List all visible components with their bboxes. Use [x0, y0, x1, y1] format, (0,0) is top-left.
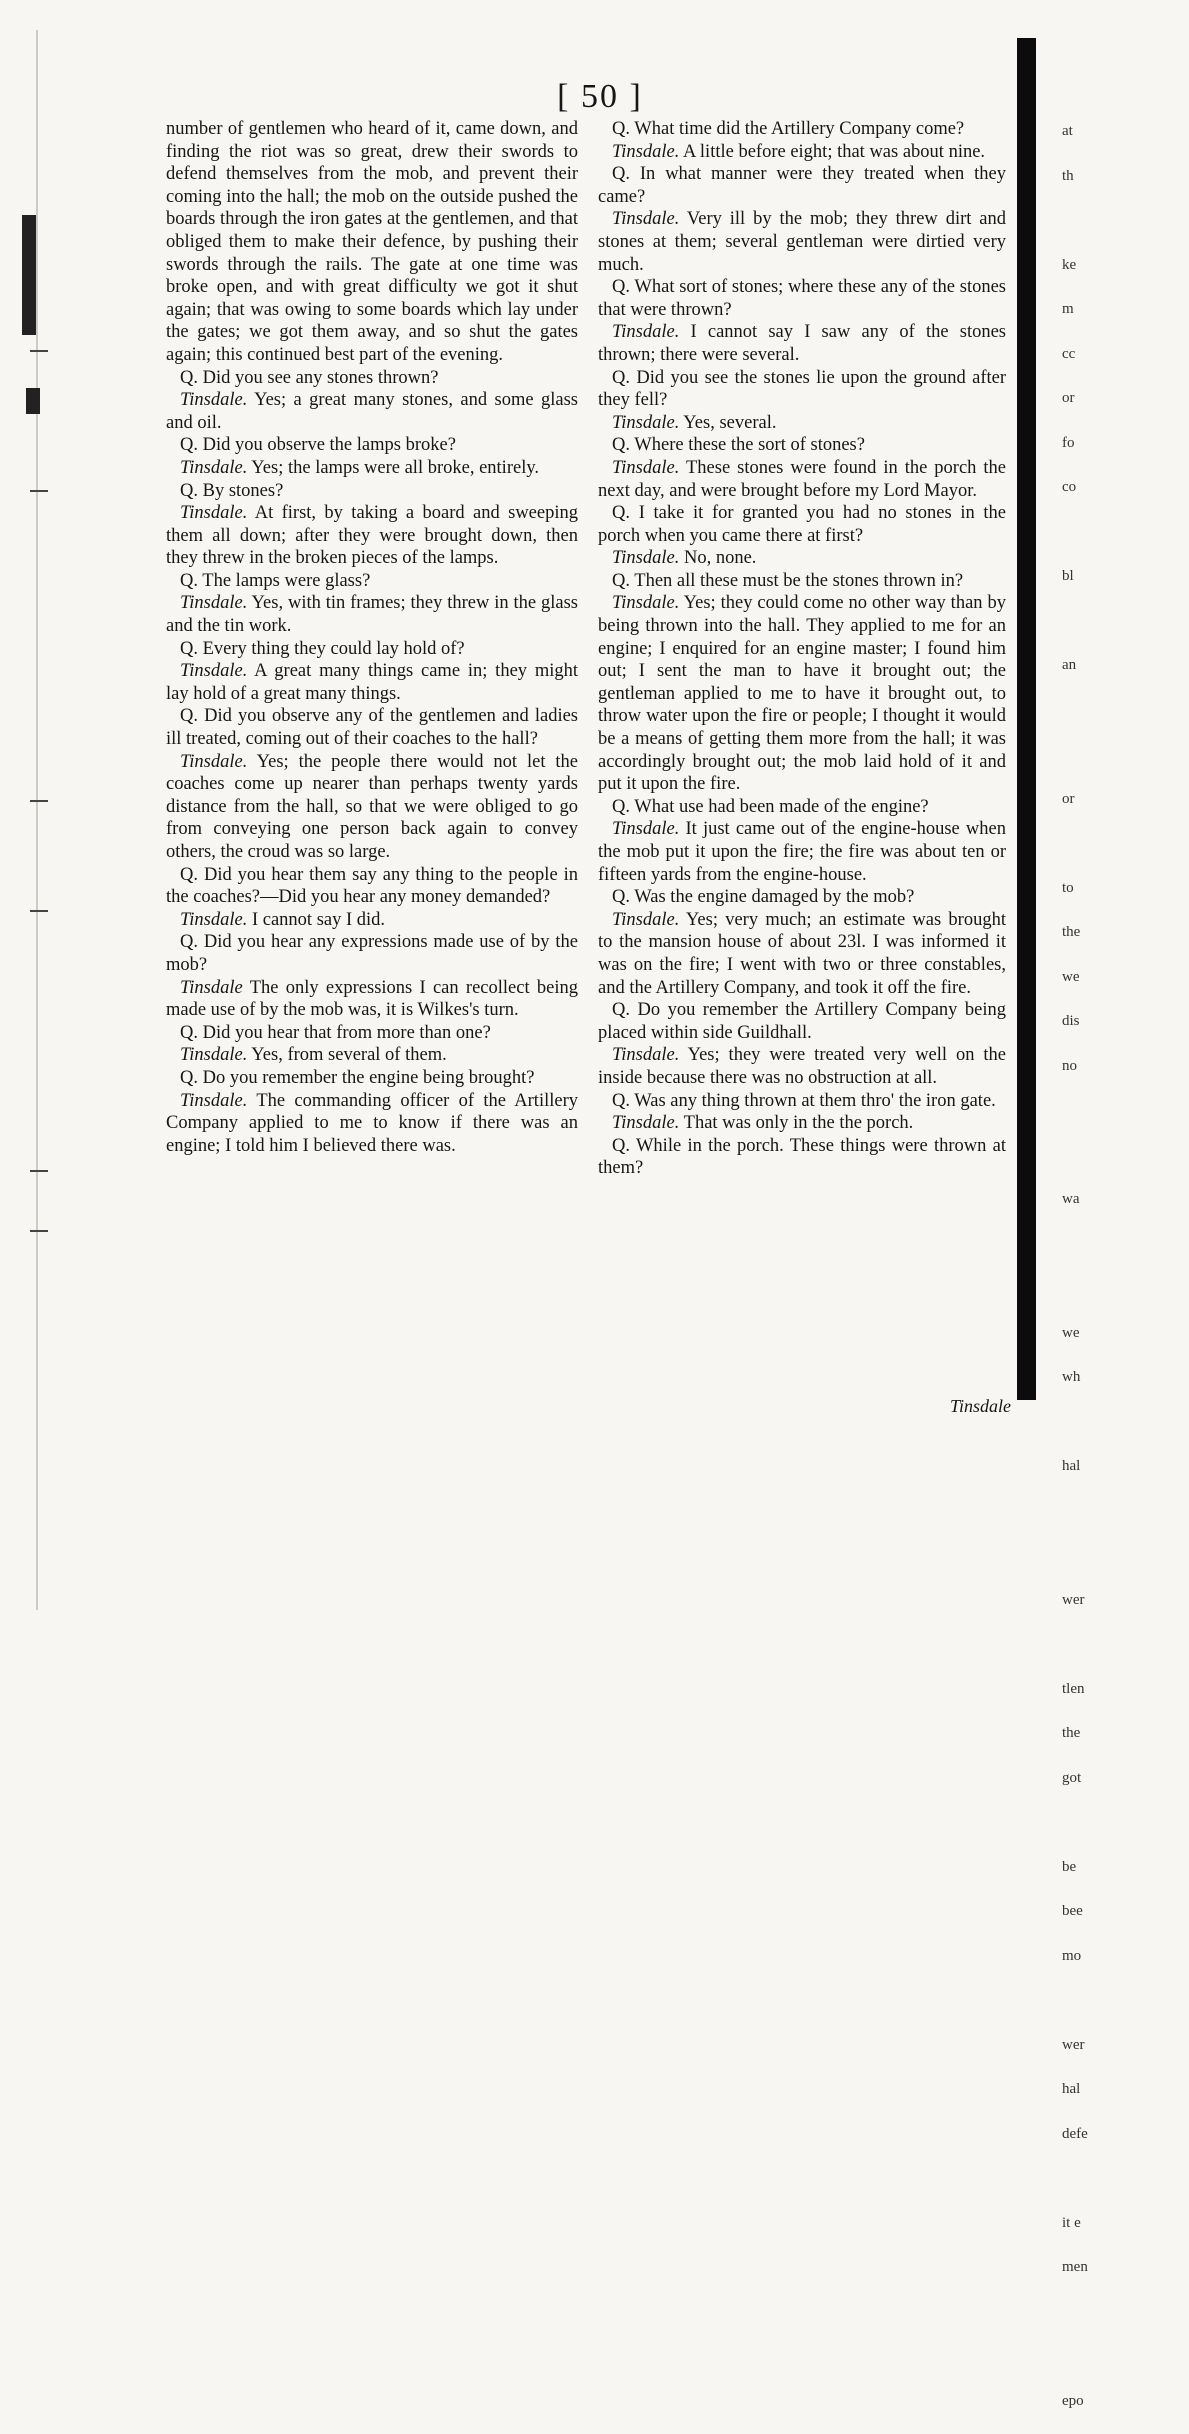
testimony-paragraph — [166, 389, 578, 434]
paragraph-text: By stones? — [203, 481, 284, 501]
testimony-paragraph — [166, 705, 578, 750]
bleed-fragment: tlen — [1062, 1678, 1102, 1723]
question-label: Q. — [612, 571, 630, 591]
binding-tick — [30, 490, 48, 492]
paragraph-text: What sort of stones; where these any of the stones that were thrown? — [598, 277, 1006, 320]
testimony-paragraph — [166, 592, 578, 637]
bleed-fragment — [1062, 1500, 1102, 1545]
testimony-paragraph — [598, 1112, 1006, 1135]
bleed-fragment — [1062, 1277, 1102, 1322]
bleed-fragment — [1062, 832, 1102, 877]
bleed-fragment: or — [1062, 788, 1102, 833]
left-text-column — [166, 118, 578, 1157]
bleed-fragment — [1062, 610, 1102, 655]
bleed-fragment — [1062, 1544, 1102, 1589]
testimony-paragraph — [166, 1067, 578, 1090]
bleed-fragment — [1062, 1411, 1102, 1456]
question-label: Q. — [612, 164, 630, 184]
bleed-fragment — [1062, 209, 1102, 254]
paragraph-text: Yes, from several of them. — [251, 1045, 446, 1065]
bleed-fragment: it e — [1062, 2212, 1102, 2257]
bleed-fragment — [1062, 1989, 1102, 2034]
bleed-fragment: dis — [1062, 1010, 1102, 1055]
testimony-paragraph — [166, 931, 578, 976]
paragraph-text: A little before eight; that was about nine. — [683, 142, 985, 162]
testimony-paragraph — [598, 367, 1006, 412]
paragraph-text: Yes; a great many stones, and some glass and oil. — [166, 390, 578, 433]
speaker-label: Tinsdale. — [612, 413, 679, 433]
testimony-paragraph — [598, 1044, 1006, 1089]
question-label: Q. — [612, 797, 630, 817]
bleed-fragment: to — [1062, 877, 1102, 922]
testimony-paragraph — [598, 886, 1006, 909]
testimony-paragraph — [166, 660, 578, 705]
paragraph-text: Did you observe the lamps broke? — [203, 435, 456, 455]
paragraph-text: Did you hear that from more than one? — [203, 1023, 491, 1043]
paragraph-text: Did you hear any expressions made use of by the mob? — [166, 932, 578, 975]
paragraph-text: Yes; the lamps were all broke, entirely. — [251, 458, 539, 478]
bleed-fragment: bl — [1062, 565, 1102, 610]
bleed-fragment: an — [1062, 654, 1102, 699]
paragraph-text: A great many things came in; they might lay hold of a great many things. — [166, 661, 578, 704]
testimony-paragraph — [166, 1090, 578, 1158]
bleed-fragment: m — [1062, 298, 1102, 343]
paragraph-text: The commanding officer of the Artillery Company applied to me to know if there was an engine; I told him I believed there was. — [166, 1091, 578, 1156]
testimony-paragraph — [166, 864, 578, 909]
paragraph-text: Yes; they could come no other way than by being thrown into the hall. They applied to me for an engine; I enquired for an engine master; I found him out; I sent the man to have it brought out; the gentleman applied to me to have it brought out, to throw water upon the fire or people; I thought it would be a means of getting them more from the hall; it was accordingly brought out; the mob laid hold of it and put it upon the fire. — [598, 593, 1006, 794]
testimony-paragraph — [598, 276, 1006, 321]
paragraph-text: Did you see any stones thrown? — [203, 368, 439, 388]
bleed-fragment — [1062, 743, 1102, 788]
speaker-label: Tinsdale. — [180, 390, 247, 410]
paragraph-text: Yes; the people there would not let the coaches come up nearer than perhaps twenty yards distance from the hall, so that we were obliged to go from conveying one person back again to convey others, the croud was so large. — [166, 752, 578, 862]
paragraph-text: number of gentlemen who heard of it, came down, and finding the riot was so great, drew their swords to defend themselves from the mob, and prevent their coming into the hall; the mob on the outside pushed the boards through the iron gates at the gentlemen, and that obliged them to make their defence, by pushing their swords through the rails. The gate at one time was broke open, and with great difficulty we got it shut again; that was owing to some boards which lay under the gates; we got them away, and so shut the gates again; this continued best part of the evening. — [166, 119, 578, 365]
testimony-paragraph — [166, 118, 578, 367]
bleed-fragment — [1062, 2301, 1102, 2346]
paragraph-text: I take it for granted you had no stones in the porch when you came there at first? — [598, 503, 1006, 546]
speaker-label: Tinsdale. — [612, 209, 679, 229]
paragraph-text: Was any thing thrown at them thro' the iron gate. — [634, 1091, 995, 1111]
binding-edge-marks — [12, 20, 62, 1720]
bleed-fragment: hal — [1062, 2078, 1102, 2123]
bleed-fragment: mo — [1062, 1945, 1102, 1990]
testimony-paragraph — [166, 1022, 578, 1045]
bleed-fragment: no — [1062, 1055, 1102, 1100]
paragraph-text: While in the porch. These things were thrown at them? — [598, 1136, 1006, 1179]
paragraph-text: What use had been made of the engine? — [634, 797, 928, 817]
speaker-label: Tinsdale. — [180, 661, 247, 681]
paragraph-text: Was the engine damaged by the mob? — [634, 887, 914, 907]
bleed-fragment: be — [1062, 1856, 1102, 1901]
speaker-label: Tinsdale. — [612, 593, 679, 613]
testimony-paragraph — [598, 999, 1006, 1044]
bleed-fragment: wer — [1062, 1589, 1102, 1634]
testimony-paragraph — [166, 367, 578, 390]
binding-tick — [30, 350, 48, 352]
bleed-fragment: men — [1062, 2256, 1102, 2301]
question-label: Q. — [612, 435, 630, 455]
question-label: Q. — [612, 887, 630, 907]
paragraph-text: Did you see the stones lie upon the ground after they fell? — [598, 368, 1006, 411]
binding-tick — [30, 1170, 48, 1172]
speaker-label: Tinsdale. — [612, 142, 679, 162]
bleed-fragment — [1062, 1633, 1102, 1678]
question-label: Q. — [612, 503, 630, 523]
testimony-paragraph — [598, 570, 1006, 593]
binding-tick — [30, 1230, 48, 1232]
speaker-label: Tinsdale. — [180, 593, 247, 613]
testimony-paragraph — [598, 818, 1006, 886]
question-label: Q. — [180, 1068, 198, 1088]
paragraph-text: At first, by taking a board and sweeping them all down; after they were brought down, then they threw in the broken pieces of the lamps. — [166, 503, 578, 568]
speaker-label: Tinsdale. — [612, 1113, 679, 1133]
binding-stain — [22, 215, 36, 335]
testimony-paragraph — [598, 592, 1006, 795]
paragraph-text: Then all these must be the stones thrown in? — [634, 571, 963, 591]
testimony-paragraph — [598, 1090, 1006, 1113]
paragraph-text: Do you remember the Artillery Company being placed within side Guildhall. — [598, 1000, 1006, 1043]
binding-line — [36, 30, 38, 1610]
question-label: Q. — [180, 1023, 198, 1043]
testimony-paragraph — [598, 547, 1006, 570]
binding-tick — [30, 910, 48, 912]
question-label: Q. — [180, 932, 198, 952]
paragraph-text: In what manner were they treated when they came? — [598, 164, 1006, 207]
bleed-fragment: got — [1062, 1767, 1102, 1812]
testimony-paragraph — [598, 141, 1006, 164]
testimony-paragraph — [598, 163, 1006, 208]
speaker-label: Tinsdale. — [180, 910, 247, 930]
question-label: Q. — [180, 639, 198, 659]
speaker-label: Tinsdale. — [612, 458, 679, 478]
testimony-paragraph — [166, 909, 578, 932]
page-number: [ 50 ] — [520, 78, 680, 116]
question-label: Q. — [612, 368, 630, 388]
paragraph-text: Did you observe any of the gentlemen and ladies ill treated, coming out of their coaches to the hall? — [166, 706, 578, 749]
bleed-fragment: fo — [1062, 432, 1102, 477]
paragraph-text: Very ill by the mob; they threw dirt and stones at them; several gentleman were dirtied very much. — [598, 209, 1006, 274]
bleed-fragment — [1062, 1144, 1102, 1189]
gutter-shadow — [1017, 38, 1036, 1400]
paragraph-text: Yes, several. — [683, 413, 776, 433]
testimony-paragraph — [598, 434, 1006, 457]
testimony-paragraph — [598, 502, 1006, 547]
bleed-fragment — [1062, 1233, 1102, 1278]
bleed-fragment: co — [1062, 476, 1102, 521]
speaker-label: Tinsdale. — [180, 503, 247, 523]
testimony-paragraph — [598, 909, 1006, 999]
bleed-fragment — [1062, 521, 1102, 566]
speaker-label: Tinsdale. — [612, 322, 679, 342]
question-label: Q. — [180, 706, 198, 726]
paragraph-text: Yes; very much; an estimate was brought to the mansion house of about 23l. I was informed it was on the fire; I went with two or three constables, and the Artillery Company, and took it off the fire. — [598, 910, 1006, 998]
binding-stain — [26, 388, 40, 414]
speaker-label: Tinsdale. — [180, 1045, 247, 1065]
question-label: Q. — [612, 1136, 630, 1156]
testimony-paragraph — [166, 434, 578, 457]
question-label: Q. — [612, 277, 630, 297]
catchword: Tinsdale — [950, 1396, 1011, 1417]
paragraph-text: Every thing they could lay hold of? — [203, 639, 465, 659]
speaker-label: Tinsdale — [180, 978, 243, 998]
testimony-paragraph — [166, 977, 578, 1022]
question-label: Q. — [180, 435, 198, 455]
bleed-fragment — [1062, 2345, 1102, 2390]
paragraph-text: Do you remember the engine being brought? — [203, 1068, 535, 1088]
bleed-fragment: the — [1062, 921, 1102, 966]
testimony-paragraph — [598, 118, 1006, 141]
testimony-paragraph — [598, 457, 1006, 502]
testimony-paragraph — [166, 457, 578, 480]
paragraph-text: Where these the sort of stones? — [634, 435, 865, 455]
testimony-paragraph — [166, 570, 578, 593]
paragraph-text: It just came out of the engine-house when the mob put it upon the fire; the fire was about ten or fifteen yards from the engine-house. — [598, 819, 1006, 884]
question-label: Q. — [180, 865, 198, 885]
testimony-paragraph — [598, 1135, 1006, 1180]
question-label: Q. — [612, 119, 630, 139]
paragraph-text: Did you hear them say any thing to the people in the coaches?—Did you hear any money demanded? — [166, 865, 578, 908]
testimony-paragraph — [598, 321, 1006, 366]
bleed-fragment: defe — [1062, 2123, 1102, 2168]
bleed-fragment: cc — [1062, 343, 1102, 388]
bleed-fragment: ke — [1062, 254, 1102, 299]
testimony-paragraph — [166, 502, 578, 570]
testimony-paragraph — [166, 1044, 578, 1067]
bleed-fragment: epo — [1062, 2390, 1102, 2434]
paragraph-text: Yes, with tin frames; they threw in the glass and the tin work. — [166, 593, 578, 636]
bleed-fragment: or — [1062, 387, 1102, 432]
testimony-paragraph — [166, 638, 578, 661]
speaker-label: Tinsdale. — [180, 458, 247, 478]
speaker-label: Tinsdale. — [612, 1045, 679, 1065]
bleed-fragment: hal — [1062, 1455, 1102, 1500]
testimony-paragraph — [598, 412, 1006, 435]
bleed-fragment — [1062, 1099, 1102, 1144]
question-label: Q. — [612, 1091, 630, 1111]
speaker-label: Tinsdale. — [612, 548, 679, 568]
paragraph-text: I cannot say I did. — [252, 910, 385, 930]
bleed-fragment — [1062, 2167, 1102, 2212]
binding-tick — [30, 800, 48, 802]
speaker-label: Tinsdale. — [612, 910, 679, 930]
paragraph-text: What time did the Artillery Company come? — [634, 119, 964, 139]
bleed-fragment — [1062, 1811, 1102, 1856]
speaker-label: Tinsdale. — [612, 819, 679, 839]
facing-page-bleed — [1062, 120, 1102, 2434]
paragraph-text: The lamps were glass? — [202, 571, 370, 591]
paragraph-text: The only expressions I can recollect being made use of by the mob was, it is Wilkes's turn. — [166, 978, 578, 1021]
bleed-fragment: bee — [1062, 1900, 1102, 1945]
testimony-paragraph — [166, 480, 578, 503]
question-label: Q. — [180, 571, 198, 591]
question-label: Q. — [612, 1000, 630, 1020]
speaker-label: Tinsdale. — [180, 752, 247, 772]
testimony-paragraph — [598, 208, 1006, 276]
bleed-fragment: the — [1062, 1722, 1102, 1767]
speaker-label: Tinsdale. — [180, 1091, 247, 1111]
bleed-fragment: wer — [1062, 2034, 1102, 2079]
paragraph-text: I cannot say I saw any of the stones thrown; there were several. — [598, 322, 1006, 365]
paragraph-text: Yes; they were treated very well on the inside because there was no obstruction at all. — [598, 1045, 1006, 1088]
paragraph-text: That was only in the the porch. — [684, 1113, 914, 1133]
bleed-fragment — [1062, 699, 1102, 744]
testimony-paragraph — [598, 796, 1006, 819]
paragraph-text: No, none. — [684, 548, 756, 568]
bleed-fragment: wa — [1062, 1188, 1102, 1233]
bleed-fragment: at — [1062, 120, 1102, 165]
paragraph-text: These stones were found in the porch the next day, and were brought before my Lord Mayor. — [598, 458, 1006, 501]
bleed-fragment: we — [1062, 966, 1102, 1011]
bleed-fragment: th — [1062, 165, 1102, 210]
question-label: Q. — [180, 481, 198, 501]
bleed-fragment: we — [1062, 1322, 1102, 1367]
bleed-fragment: wh — [1062, 1366, 1102, 1411]
testimony-paragraph — [166, 751, 578, 864]
right-text-column — [598, 118, 1006, 1180]
question-label: Q. — [180, 368, 198, 388]
